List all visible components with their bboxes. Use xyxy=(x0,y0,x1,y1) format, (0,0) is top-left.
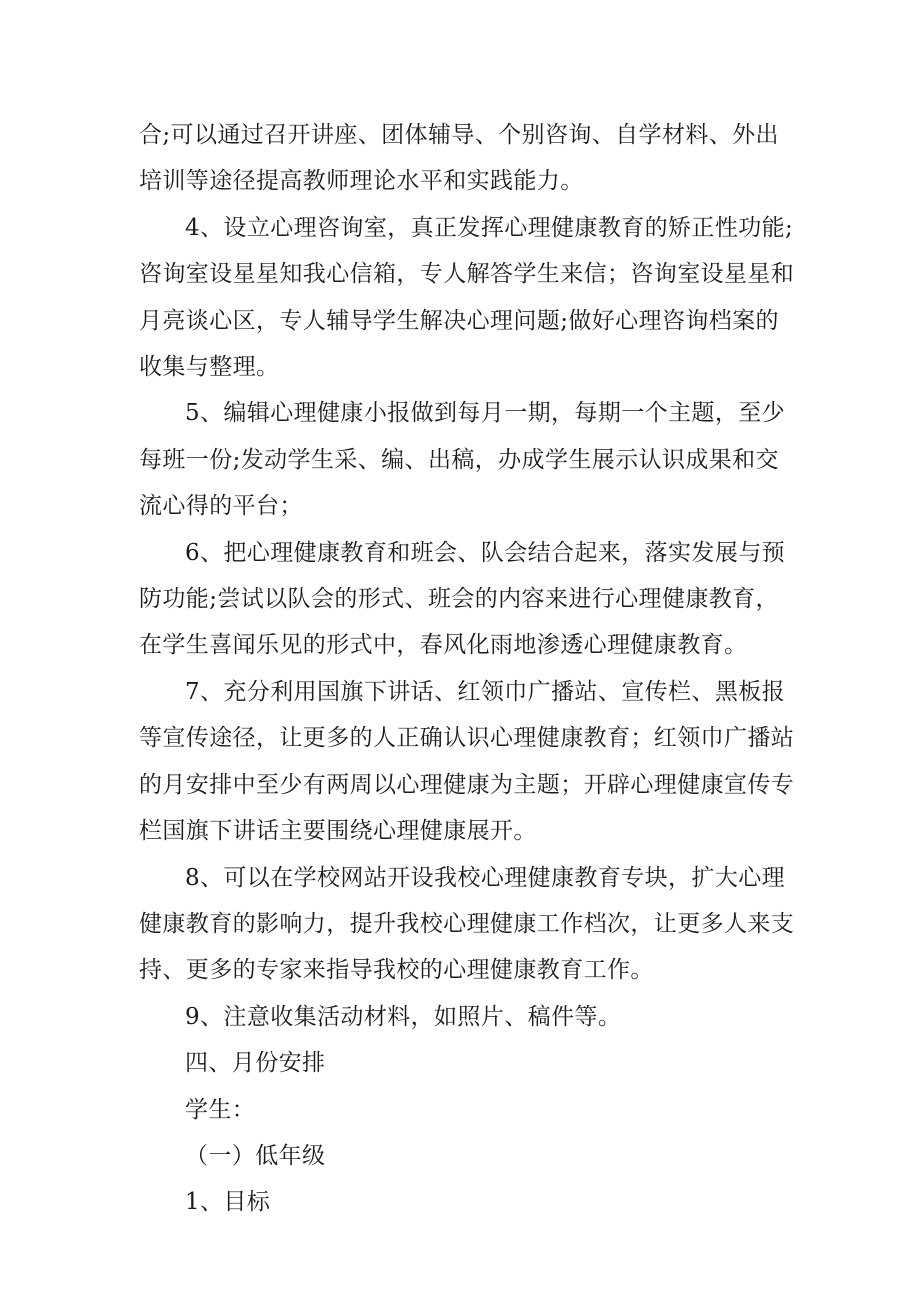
text-line: 防功能;尝试以队会的形式、班会的内容来进行心理健康教育， xyxy=(139,586,779,613)
text-line: 收集与整理。 xyxy=(139,354,280,381)
text-line: 4、设立心理咨询室，真正发挥心理健康教育的矫正性功能; xyxy=(185,214,794,241)
subheading-low-grade xyxy=(139,1133,799,1179)
text-line: 四、月份安排 xyxy=(185,1050,326,1077)
text-line: 每班一份;发动学生采、编、出稿，办成学生展示认识成果和交 xyxy=(139,446,779,473)
subheading-students xyxy=(139,1087,799,1133)
text-line: 8、可以在学校网站开设我校心理健康教育专块，扩大心理 xyxy=(185,864,786,891)
text-line: 等宣传途径，让更多的人正确认识心理健康教育；红领巾广播站 xyxy=(139,725,795,752)
text-line: 在学生喜闻乐见的形式中，春风化雨地渗透心理健康教育。 xyxy=(139,632,748,659)
paragraph-item-9 xyxy=(139,994,799,1040)
document-body xyxy=(139,112,799,1226)
subheading-goal xyxy=(139,1179,799,1225)
text-line: 持、更多的专家来指导我校的心理健康教育工作。 xyxy=(139,957,654,984)
paragraph-continuation xyxy=(139,112,799,205)
text-line: 合;可以通过召开讲座、团体辅导、个别咨询、自学材料、外出 xyxy=(139,122,779,148)
paragraph-item-7 xyxy=(139,669,799,855)
text-line: 1、目标 xyxy=(185,1189,271,1216)
text-line: 学生： xyxy=(185,1096,256,1123)
text-line: 培训等途径提高教师理论水平和实践能力。 xyxy=(139,168,584,195)
text-line: 7、充分利用国旗下讲话、红领巾广播站、宣传栏、黑板报 xyxy=(185,678,786,705)
text-line: 的月安排中至少有两周以心理健康为主题；开辟心理健康宣传专 xyxy=(139,771,795,798)
text-line: 健康教育的影响力，提升我校心理健康工作档次，让更多人来支 xyxy=(139,910,795,937)
text-line: 流心得的平台； xyxy=(139,493,303,520)
text-line: 5、编辑心理健康小报做到每月一期，每期一个主题，至少 xyxy=(185,400,786,427)
paragraph-item-6 xyxy=(139,530,799,669)
paragraph-item-5 xyxy=(139,390,799,529)
text-line: 6、把心理健康教育和班会、队会结合起来，落实发展与预 xyxy=(185,539,786,566)
text-line: （一）低年级 xyxy=(185,1142,326,1169)
text-line: 9、注意收集活动材料，如照片、稿件等。 xyxy=(185,1003,622,1030)
paragraph-item-4 xyxy=(139,205,799,391)
section-heading-monthly-plan xyxy=(139,1040,799,1086)
text-line: 月亮谈心区，专人辅导学生解决心理问题;做好心理咨询档案的 xyxy=(139,307,779,334)
text-line: 咨询室设星星知我心信箱，专人解答学生来信；咨询室设星星和 xyxy=(139,261,795,288)
text-line: 栏国旗下讲话主要围绕心理健康展开。 xyxy=(139,818,537,845)
paragraph-item-8 xyxy=(139,855,799,994)
